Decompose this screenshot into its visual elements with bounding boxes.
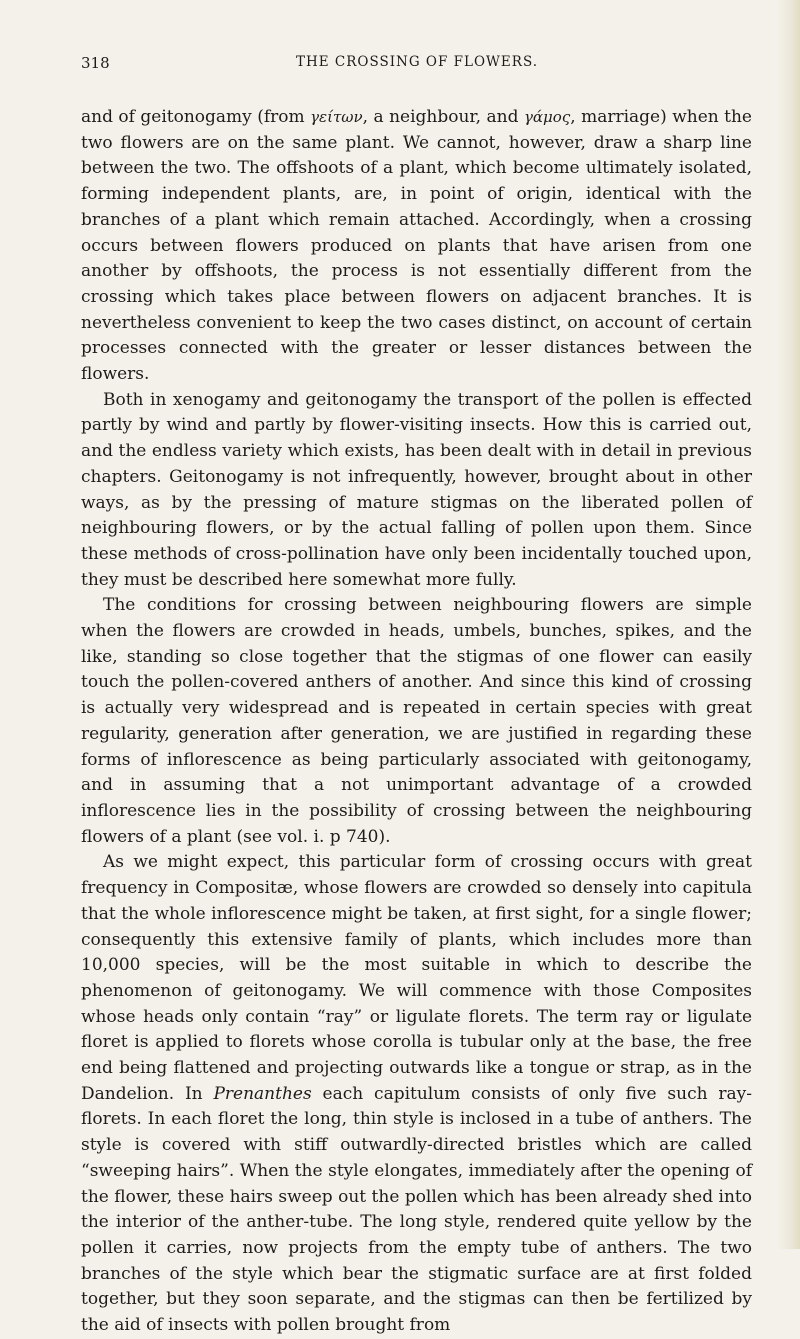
text-run: , a neighbour, and xyxy=(362,107,524,127)
text-run: and of geitonogamy (from xyxy=(81,107,311,127)
paragraph xyxy=(81,850,752,1338)
paragraph xyxy=(81,593,752,850)
text-run: each capitulum consists of only five such ray-florets. In each floret the long, thin style is inclosed in a tube of anthers. The style is covered with stiff outwardly-directed bristles which are called “sweeping hairs”. When the style elongates, immediately after the opening of the flower, these hairs sweep out the pollen which has been already shed into the interior of the anther-tube. The long style, rendered quite yellow by the pollen it carries, now projects from the empty tube of anthers. The two branches of the style which bear the stigmatic surface are at first folded together, but they soon separate, and the stigmas can then be fertilized by the aid of insects with pollen brought from xyxy=(81,1083,753,1336)
running-head xyxy=(81,54,753,76)
text-run: Both in xenogamy and geitonogamy the transport of the pollen is effected partly by wind and partly by flower-visiting insects. How this is carried out, and the endless variety which exists, has been dealt with in detail in previous chapters. Geitonogamy is not infrequently, however, brought about in other ways, as by the pressing of mature stigmas on the liberated pollen of neighbouring flowers, or by the actual falling of pollen upon them. Since these methods of cross-pollination have only been incidentally touched upon, they must be described here somewhat more fully. xyxy=(81,389,752,590)
page-number: 318 xyxy=(81,54,110,72)
text-run: As we might expect, this particular form of crossing occurs with great frequency in Compositæ, whose flowers are crowded so densely into capitula that the whole inflorescence might be taken, at first sight, for a single flower; consequently this extensive family of plants, which includes more than 10,000 species, will be the most suitable in which to describe the phenomenon of geitonogamy. We will commence with those Composites whose heads only contain “ray” or ligulate florets. The term ray or ligulate floret is applied to florets whose corolla is tubular only at the base, the free end being flattened and projecting outwards like a tongue or strap, as in the Dandelion. In xyxy=(81,852,752,1104)
italic-term: Prenanthes xyxy=(213,1083,312,1104)
paragraph xyxy=(81,388,752,594)
paragraph xyxy=(81,105,752,388)
text-run: , marriage) when the two flowers are on the same plant. We cannot, however, draw a sharp line between the two. The offshoots of a plant, which become ultimately isolated, forming independent plants, are, in point of origin, identical with the branches of a plant which remain attached. Accordingly, when a crossing occurs between flowers produced on plants that have arisen from one another by offshoots, the process is not essentially different from the crossing which takes place between flowers on adjacent branches. It is nevertheless convenient to keep the two cases distinct, on account of certain processes connected with the greater or lesser distances between the flowers. xyxy=(81,107,752,385)
greek-word: γείτων xyxy=(310,108,363,126)
greek-word: γάμος xyxy=(523,108,571,126)
running-title: THE CROSSING OF FLOWERS. xyxy=(295,54,539,70)
page-edge-shadow xyxy=(778,0,800,1249)
text-run: The conditions for crossing between neighbouring flowers are simple when the flowers are crowded in heads, umbels, bunches, spikes, and the like, standing so close together that the stigmas of one flower can easily touch the pollen-covered anthers of another. And since this kind of crossing is actually very widespread and is repeated in certain species with great regularity, generation after generation, we are justified in regarding these forms of inflorescence as being particularly associated with geitonogamy, and in assuming that a not unimportant advantage of a crowded inflorescence lies in the possibility of crossing between the neighbouring flowers of a plant (see vol. i. p 740). xyxy=(81,595,752,847)
body-text xyxy=(81,105,752,1339)
